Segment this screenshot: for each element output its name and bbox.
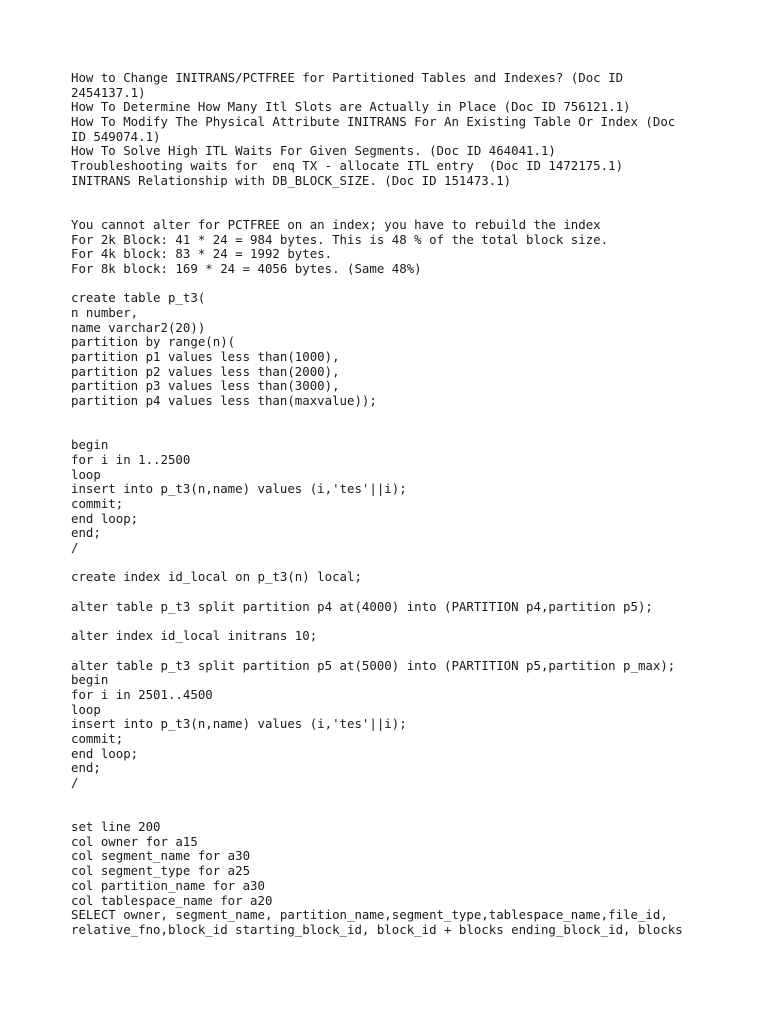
code-line: commit; [71, 495, 124, 511]
reference-line: 2454137.1) [71, 84, 146, 100]
spacer [71, 409, 711, 438]
code-line: end; [71, 760, 101, 776]
document-page [71, 71, 711, 938]
query-block [71, 820, 711, 938]
code-line: begin [71, 437, 109, 453]
split-p5-insert-block [71, 659, 711, 791]
code-line: col segment_type for a25 [71, 863, 251, 879]
spacer [71, 585, 711, 600]
reference-line: Troubleshooting waits for enq TX - allocate ITL entry (Doc ID 1472175.1) [71, 158, 624, 174]
insert-block-1 [71, 438, 711, 556]
code-line: end loop; [71, 745, 139, 761]
code-line: for i in 1..2500 [71, 451, 191, 467]
note-line: For 2k Block: 41 * 24 = 984 bytes. This is 48 % of the total block size. [71, 231, 609, 247]
spacer [71, 277, 711, 292]
alter-index-statement: alter index id_local initrans 10; [71, 628, 318, 644]
create-index-statement: create index id_local on p_t3(n) local; [71, 569, 362, 585]
code-line: partition by range(n)( [71, 334, 236, 350]
code-line: col partition_name for a30 [71, 877, 265, 893]
code-line: relative_fno,block_id starting_block_id, block_id + blocks ending_block_id, blocks [71, 921, 683, 937]
code-line: col segment_name for a30 [71, 848, 251, 864]
notes-section [71, 218, 711, 277]
code-line: col owner for a15 [71, 833, 198, 849]
code-line: alter table p_t3 split partition p5 at(5000) into (PARTITION p5,partition p_max); [71, 657, 676, 673]
reference-line: ID 549074.1) [71, 128, 161, 144]
reference-line: How To Solve High ITL Waits For Given Segments. (Doc ID 464041.1) [71, 143, 556, 159]
code-line: for i in 2501..4500 [71, 686, 213, 702]
code-line: SELECT owner, segment_name, partition_name,segment_type,tablespace_name,file_id, [71, 907, 668, 923]
code-line: create table p_t3( [71, 290, 206, 306]
code-line: partition p1 values less than(1000), [71, 349, 340, 365]
code-line: / [71, 540, 79, 556]
create-table-code [71, 291, 711, 409]
code-line: end loop; [71, 510, 139, 526]
spacer [71, 791, 711, 820]
code-line: partition p2 values less than(2000), [71, 363, 340, 379]
code-line: set line 200 [71, 819, 161, 835]
code-line: insert into p_t3(n,name) values (i,'tes'||i); [71, 481, 407, 497]
code-line: end; [71, 525, 101, 541]
note-line: For 8k block: 169 * 24 = 4056 bytes. (Same 48%) [71, 260, 422, 276]
references-section [71, 71, 711, 189]
code-line: loop [71, 466, 101, 482]
code-line: partition p4 values less than(maxvalue)); [71, 393, 377, 409]
code-line: insert into p_t3(n,name) values (i,'tes'||i); [71, 716, 407, 732]
note-line: You cannot alter for PCTFREE on an index; you have to rebuild the index [71, 216, 601, 232]
code-line: col tablespace_name for a20 [71, 892, 273, 908]
code-line: name varchar2(20)) [71, 319, 206, 335]
split-p4-statement: alter table p_t3 split partition p4 at(4000) into (PARTITION p4,partition p5); [71, 598, 653, 614]
code-line: n number, [71, 305, 139, 321]
code-line: commit; [71, 730, 124, 746]
spacer [71, 556, 711, 571]
reference-line: How To Determine How Many Itl Slots are Actually in Place (Doc ID 756121.1) [71, 99, 631, 115]
spacer [71, 614, 711, 629]
reference-line: How To Modify The Physical Attribute INITRANS For An Existing Table Or Index (Doc [71, 114, 676, 130]
spacer [71, 189, 711, 218]
code-line: partition p3 values less than(3000), [71, 378, 340, 394]
reference-line: How to Change INITRANS/PCTFREE for Partitioned Tables and Indexes? (Doc ID [71, 70, 624, 85]
code-line: begin [71, 672, 109, 688]
note-line: For 4k block: 83 * 24 = 1992 bytes. [71, 246, 333, 262]
reference-line: INITRANS Relationship with DB_BLOCK_SIZE. (Doc ID 151473.1) [71, 172, 512, 188]
code-line: / [71, 775, 79, 791]
spacer [71, 644, 711, 659]
code-line: loop [71, 701, 101, 717]
